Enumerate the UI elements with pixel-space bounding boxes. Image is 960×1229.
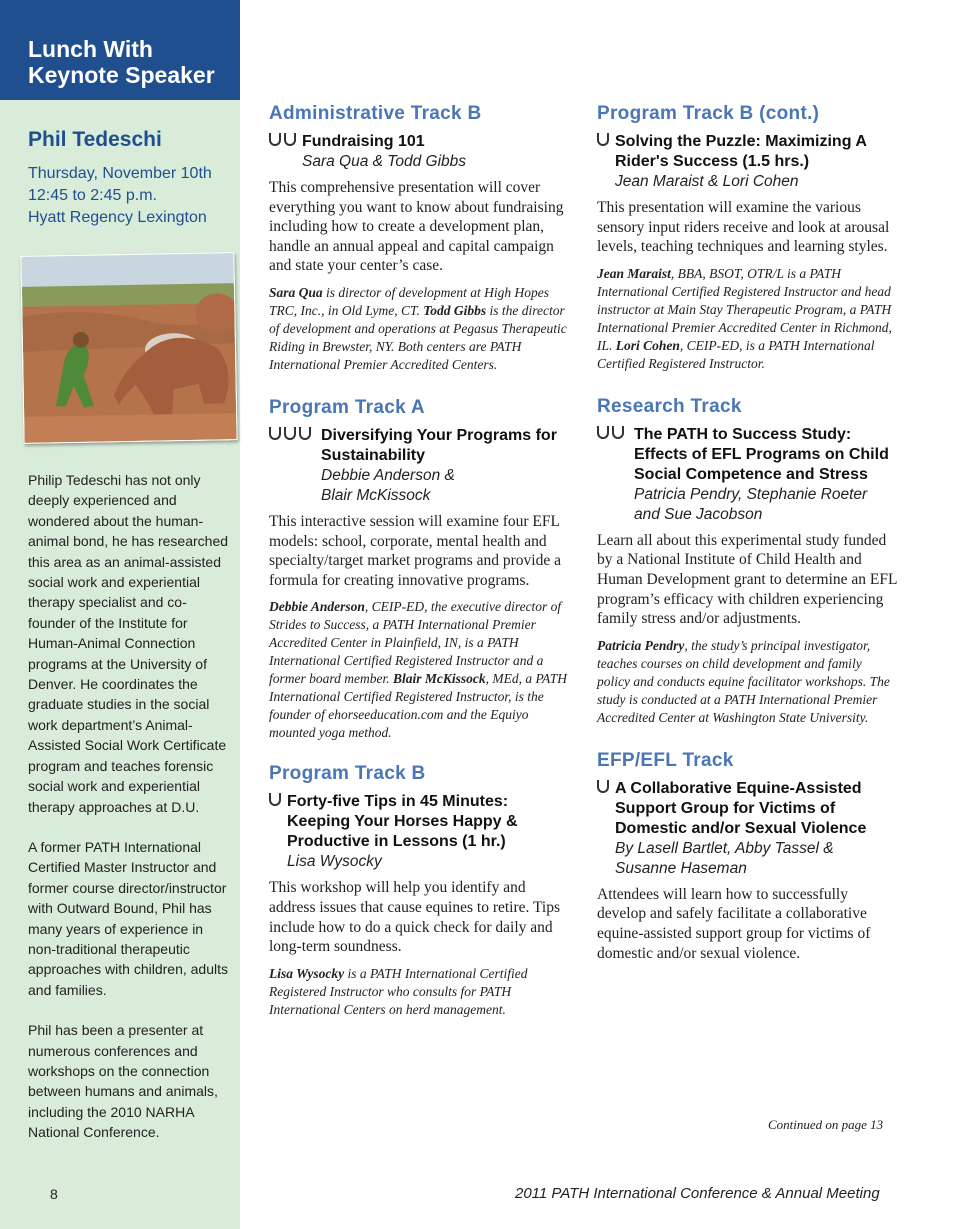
session-header — [269, 132, 575, 172]
speaker-bio — [597, 637, 897, 727]
session-speakers: By Lasell Bartlet, Abby Tassel & Susanne Haseman — [615, 839, 834, 877]
speaker-name: Patricia Pendry — [597, 637, 685, 653]
horseshoe-icon — [269, 427, 281, 440]
page-number: 8 — [50, 1186, 58, 1202]
horseshoe-icon — [269, 133, 281, 146]
speaker-name: Sara Qua — [269, 284, 323, 300]
keynote-time: 12:45 to 2:45 p.m. — [28, 187, 157, 204]
session-header — [269, 426, 575, 506]
sidebar-heading-line1: Lunch With — [28, 36, 153, 62]
track-heading: Program Track B (cont.) — [597, 103, 820, 124]
session-speakers: Patricia Pendry, Stephanie Roeter and Sue Jacobson — [634, 485, 868, 523]
continued-note: Continued on page 13 — [768, 1117, 884, 1132]
track-heading: Administrative Track B — [269, 103, 482, 124]
track-heading: Research Track — [597, 395, 742, 417]
horseshoe-icon — [284, 133, 296, 146]
speaker-bio-text: is a PATH International Certified Registered Instructor who consults for PATH International Centers on herd management. — [269, 965, 528, 1017]
horseshoe-icon — [269, 793, 281, 806]
speaker-name: Blair McKissock — [393, 671, 486, 687]
session-description: This workshop will help you identify and address issues that cause equines to retire. Tips include how to do a quick check for daily and long-term soundness. — [269, 879, 561, 956]
speaker-name: Lori Cohen — [615, 337, 680, 353]
session-description: Attendees will learn how to successfully develop and safely facilitate a collaborative equine-assisted support group for victims of domestic and/or sexual violence. — [597, 885, 871, 962]
sidebar-header — [0, 0, 240, 100]
session-speakers: Jean Maraist & Lori Cohen — [615, 173, 799, 190]
speaker-bio-text: , CEIP-ED, the executive director of Strides to Success, a PATH International Premier Accredited Center in Plainfield, IN, is a PATH International Certified Registered Instructor and a former board member. — [269, 599, 562, 687]
speaker-bio-text: , CEIP-ED, is a PATH International Certified Registered Instructor. — [597, 337, 875, 371]
horseshoe-rating — [269, 793, 281, 806]
elephant-photo-illustration — [21, 253, 236, 443]
horseshoe-rating — [269, 427, 311, 440]
horseshoe-rating — [597, 426, 624, 439]
speaker-name: Lisa Wysocky — [269, 965, 345, 981]
session-title: Solving the Puzzle: Maximizing A Rider's Success (1.5 hrs.) — [615, 133, 867, 170]
horseshoe-rating — [269, 133, 296, 146]
speaker-bio-text: , the study’s principal investigator, teaches courses on child development and family policy and conducts equine facilitator workshops. The study is conducted at a PATH International Premier Accredited Center at Washington State University. — [597, 637, 890, 725]
session-description: This interactive session will examine four EFL models: school, corporate, mental health and specialty/target market programs and provide a formula for creating innovative programs. — [269, 512, 561, 589]
sidebar — [0, 0, 240, 1229]
session-title: Diversifying Your Programs for Sustainability — [321, 426, 557, 464]
keynote-details — [28, 163, 233, 229]
session-description: Learn all about this experimental study funded by a National Institute of Child Health and Human Development grant to determine an EFL program’s efficacy with children experiencing family stress and/or adjustments. — [597, 531, 897, 628]
session-title: Forty-five Tips in 45 Minutes: Keeping Your Horses Happy & Productive in Lessons (1 hr.) — [287, 793, 518, 851]
administrative-track-b — [269, 102, 575, 374]
session-title: The PATH to Success Study: Effects of EFL Programs on Child Social Competence and Stress — [634, 425, 889, 483]
bio-paragraph: Phil has been a presenter at numerous conferences and workshops on the connection between humans and animals, including the 2010 NARHA National Conference. — [28, 1022, 218, 1141]
footer-text: 2011 PATH International Conference & Annual Meeting — [515, 1185, 880, 1202]
speaker-bio-text: , BBA, BSOT, OTR/L is a PATH International Certified Registered Instructor and head instructor at Main Stay Therapeutic Program, a PATH International Premier Accredited Center in Richmond, IL. — [597, 265, 892, 353]
horseshoe-icon — [284, 427, 296, 440]
horseshoe-icon — [612, 426, 624, 439]
session-header — [597, 779, 897, 879]
speaker-photo-elephants — [20, 252, 237, 444]
speaker-bio-text: , MEd, a PATH International Certified Registered Instructor, is the founder of ehorseeducation.com and the Equiyo mounted yoga method. — [269, 671, 568, 741]
keynote-speaker-name: Phil Tedeschi — [28, 128, 162, 151]
speaker-name: Debbie Anderson — [269, 599, 365, 615]
session-speakers: Lisa Wysocky — [287, 853, 382, 871]
keynote-date: Thursday, November 10th — [28, 165, 212, 182]
track-heading: EFP/EFL Track — [597, 749, 734, 771]
bio-paragraph: Philip Tedeschi has not only deeply experienced and wondered about the human-animal bond, he has researched this area as an animal-assisted social work and experiential therapy specialist and co-founder of the Institute for Human-Animal Connection programs at the University of Denver. He coordinates the graduate studies in the social work department’s Animal-Assisted Social Work Certificate program and teaches forensic social work and experiential therapy approaches at D.U. — [28, 472, 229, 815]
track-heading: Program Track A — [269, 396, 425, 418]
horseshoe-rating — [597, 780, 609, 793]
speakers-line: Blair McKissock — [321, 486, 431, 504]
speaker-bio-text: is the director of development and operations at Pegasus Therapeutic Riding in Brewster, NY. Both centers are PATH International Premier Accredited Centers. — [269, 302, 567, 372]
session-header — [269, 792, 575, 872]
session-header — [597, 132, 897, 192]
program-track-b — [269, 762, 575, 1018]
session-speakers — [321, 466, 575, 506]
session-description: This presentation will examine the various sensory input riders receive and look at arousal levels, teaching techniques and learning styles. — [597, 199, 890, 256]
session-title: A Collaborative Equine-Assisted Support Group for Victims of Domestic and/or Sexual Violence — [615, 779, 867, 837]
sidebar-heading — [28, 36, 233, 88]
sidebar-heading-line2: Keynote Speaker — [28, 62, 215, 88]
right-column — [597, 102, 897, 963]
keynote-venue: Hyatt Regency Lexington — [28, 209, 207, 226]
session-header — [597, 425, 897, 525]
speaker-name: Todd Gibbs — [423, 302, 487, 318]
left-column — [269, 102, 575, 1019]
keynote-bio — [28, 470, 233, 1163]
speaker-bio — [269, 965, 575, 1019]
horseshoe-icon — [597, 426, 609, 439]
research-track — [597, 395, 897, 727]
speakers-line: Debbie Anderson & — [321, 466, 455, 484]
horseshoe-icon — [597, 780, 609, 793]
program-track-b-cont — [597, 102, 897, 373]
track-heading: Program Track B — [269, 763, 426, 785]
speaker-bio — [597, 265, 897, 373]
session-speakers: Sara Qua & Todd Gibbs — [302, 153, 466, 170]
speaker-bio — [269, 284, 575, 374]
session-description: This comprehensive presentation will cover everything you want to know about fundraising including how to create a development plan, handle an annual appeal and capital campaign and state your center’s case. — [269, 179, 564, 275]
session-title: Fundraising 101 — [302, 133, 425, 150]
horseshoe-icon — [597, 133, 609, 146]
speaker-bio — [269, 598, 575, 742]
speaker-bio-text: is director of development at High Hopes TRC, Inc., in Old Lyme, CT. — [269, 284, 549, 318]
horseshoe-icon — [299, 427, 311, 440]
horseshoe-rating — [597, 133, 609, 146]
program-track-a — [269, 396, 575, 742]
speaker-name: Jean Maraist — [597, 265, 671, 281]
efp-efl-track — [597, 749, 897, 963]
bio-paragraph: A former PATH International Certified Master Instructor and former course director/instructor with Outward Bound, Phil has many years of experience in non-traditional therapeutic approaches with children, adults and families. — [28, 838, 229, 998]
